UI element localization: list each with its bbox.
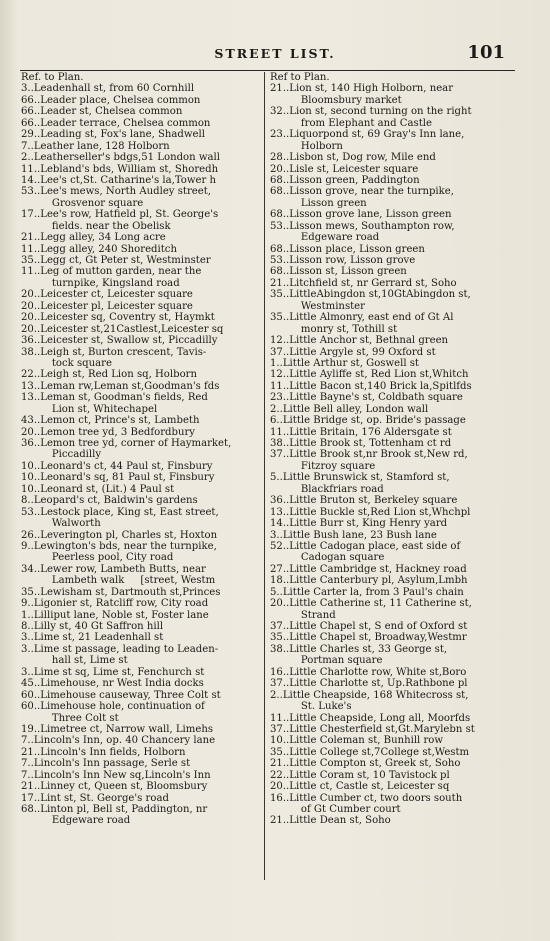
street-entry: 13..Leman st, Goodman's fields, Red <box>21 392 208 404</box>
street-entry: 8..Lilly st, 40 Gt Saffron hill <box>21 621 164 632</box>
street-entry: 9..Ligonier st, Ratcliff row, City road <box>21 598 209 610</box>
street-entry: 68..Lisson grove lane, Lisson green <box>270 209 452 221</box>
street-entry: 3..Little Bush lane, 23 Bush lane <box>270 529 437 541</box>
street-entry: 18..Little Canterbury pl, Asylum,Lmbh <box>270 575 468 587</box>
street-entry: 23..Little Bayne's st, Coldbath square <box>270 392 463 404</box>
street-entry: 12..Little Ayliffe st, Red Lion st,Whitch <box>270 369 469 381</box>
street-entry: 16..Little Charlotte row, White st,Boro <box>270 666 467 678</box>
street-entry: 35..Lewisham st, Dartmouth st,Princes <box>21 586 221 598</box>
running-title: STREET LIST. <box>214 46 336 61</box>
street-entry: 11..Little Britain, 176 Aldersgate st <box>270 426 452 438</box>
street-entry: 22..Little Coram st, 10 Tavistock pl <box>270 769 450 781</box>
street-entry-continuation: fields. near the Obelisk <box>23 220 171 232</box>
street-entry-continuation: Walworth <box>23 518 101 530</box>
street-entry: 2..Leatherseller's bdgs,51 London wall <box>21 152 220 164</box>
street-entry: 68..Lisson green, Paddington <box>270 174 420 186</box>
street-entry: 3..Lime st sq, Lime st, Fenchurch st <box>21 666 205 678</box>
street-entry-continuation: Cadogan square <box>272 552 385 564</box>
street-entry: 7..Lincoln's Inn, op. 40 Chancery lane <box>21 735 216 747</box>
street-entry-continuation: turnpike, Kingsland road <box>23 277 180 289</box>
header-rule <box>20 70 515 71</box>
street-entry: 34..Lewer row, Lambeth Butts, near <box>21 563 206 575</box>
street-entry: 10..Leonard's ct, 44 Paul st, Finsbury <box>21 460 213 472</box>
street-entry: 20..Leicester st,21Castlest,Leicester sq <box>21 323 224 335</box>
left-column <box>21 72 266 827</box>
street-entry: 19..Limetree ct, Narrow wall, Limehs <box>21 723 214 735</box>
street-entry: 27..Little Cambridge st, Hackney road <box>270 563 467 575</box>
street-entry: 2..Little Cheapside, 168 Whitecross st, <box>270 689 469 701</box>
street-entry: 21..Litchfield st, nr Gerrard st, Soho <box>270 277 457 289</box>
street-entry: 20..Lisle st, Leicester square <box>270 163 419 175</box>
street-entry: 53..Lisson row, Lisson grove <box>270 255 416 266</box>
street-entry: 9..Lewington's bds, near the turnpike, <box>21 540 217 552</box>
street-entry: 12..Little Anchor st, Bethnal green <box>270 335 449 347</box>
street-entry: 3..Lime st, 21 Leadenhall st <box>21 632 164 644</box>
street-entry: 37..Little Chapel st, S end of Oxford st <box>270 621 468 632</box>
street-entry: 16..Little Cumber ct, two doors south <box>270 792 463 804</box>
street-entry: 7..Lincoln's Inn passage, Serle st <box>21 758 191 770</box>
street-entry-continuation: Grosvenor square <box>23 197 144 209</box>
street-entry-continuation: Portman square <box>272 655 383 667</box>
ref-heading: Ref to Plan. <box>270 72 330 83</box>
street-entry: 20..Leicester pl, Leicester square <box>21 300 193 312</box>
street-entry: 53..Lestock place, King st, East street, <box>21 506 219 518</box>
street-entry-continuation: Three Colt st <box>23 712 119 724</box>
street-entry: 53..Lisson mews, Southampton row, <box>270 220 455 232</box>
street-entry: 1..Little Arthur st, Goswell st <box>270 357 419 369</box>
street-entry: 37..Little Brook st,nr Brook st,New rd, <box>270 449 468 461</box>
street-entry-continuation: Bloomsbury market <box>272 94 402 106</box>
street-entry: 53..Lee's mews, North Audley street, <box>21 186 211 198</box>
street-entry: 23..Liquorpond st, 69 Gray's Inn lane, <box>270 129 465 141</box>
street-entry-continuation: monry st, Tothill st <box>272 323 398 335</box>
street-entry: 2..Little Bell alley, London wall <box>270 403 429 415</box>
right-column <box>270 72 515 827</box>
street-entry: 6..Little Bridge st, op. Bride's passage <box>270 415 466 427</box>
street-entry: 13..Leman rw,Leman st,Goodman's fds <box>21 380 220 392</box>
street-entry: 60..Limehouse hole, continuation of <box>21 701 205 713</box>
street-entry: 8..Leopard's ct, Baldwin's gardens <box>21 495 198 507</box>
street-entry: 26..Leverington pl, Charles st, Hoxton <box>21 529 218 541</box>
street-entry: 52..Little Cadogan place, east side of <box>270 540 461 552</box>
street-entry: 28..Lisbon st, Dog row, Mile end <box>270 152 436 164</box>
street-entry: 68..Linton pl, Bell st, Paddington, nr <box>21 804 208 815</box>
street-entry-continuation: Fitzroy square <box>272 460 376 472</box>
street-entry: 20..Leicester sq, Coventry st, Haymkt <box>21 312 215 324</box>
street-entry: 66..Leader st, Chelsea common <box>21 106 183 118</box>
street-entry: 38..Leigh st, Burton crescent, Tavis- <box>21 346 207 358</box>
street-entry-continuation: Strand <box>272 609 336 621</box>
street-entry: 21..Linney ct, Queen st, Bloomsbury <box>21 781 208 793</box>
street-entry: 10..Leonard's sq, 81 Paul st, Finsbury <box>21 472 215 484</box>
street-entry: 68..Lisson st, Lisson green <box>270 266 407 278</box>
street-entry-continuation: Westminster <box>272 300 365 312</box>
street-entry-continuation: tock square <box>23 357 112 369</box>
street-entry-continuation: Lambeth walk [street, Westm <box>23 575 216 587</box>
street-entry: 60..Limehouse causeway, Three Colt st <box>21 689 221 701</box>
street-entry-continuation: of Gt Cumber court <box>272 804 401 815</box>
street-entry: 21..Lincoln's Inn fields, Holborn <box>21 746 186 758</box>
street-entry: 38..Little Charles st, 33 George st, <box>270 643 448 655</box>
street-entry: 11..Legg alley, 240 Shoreditch <box>21 243 177 255</box>
street-entry: 11..Lebland's bds, William st, Shoredh <box>21 163 219 175</box>
street-entry: 35..Legg ct, Gt Peter st, Westminster <box>21 255 211 266</box>
street-entry: 37..Little Argyle st, 99 Oxford st <box>270 346 436 358</box>
street-entry-continuation: Lisson green <box>272 197 367 209</box>
street-entry: 20..Lemon tree yd, 3 Bedfordbury <box>21 426 195 438</box>
street-entry: 17..Lint st, St. George's road <box>21 792 169 804</box>
street-entry-continuation: Edgeware road <box>272 232 380 244</box>
street-entry: 10..Little Coleman st, Bunhill row <box>270 735 444 747</box>
street-entry: 45..Limehouse, nr West India docks <box>21 678 204 690</box>
street-entry: 21..Little Dean st, Soho <box>270 815 391 827</box>
street-entry: 66..Leader place, Chelsea common <box>21 94 201 106</box>
street-entry: 68..Lisson grove, near the turnpike, <box>270 186 454 198</box>
entry-list <box>21 83 266 826</box>
street-entry: 14..Lee's ct,St. Catharine's la,Tower h <box>21 174 217 186</box>
street-entry: 5..Little Brunswick st, Stamford st, <box>270 472 450 484</box>
street-entry: 13..Little Buckle st,Red Lion st,Whchpl <box>270 506 471 518</box>
street-entry: 22..Leigh st, Red Lion sq, Holborn <box>21 369 197 381</box>
street-entry: 11..Little Bacon st,140 Brick la,Spitlfds <box>270 380 472 392</box>
page-header <box>0 42 550 66</box>
street-entry: 32..Lion st, second turning on the right <box>270 106 472 118</box>
street-entry: 68..Lisson place, Lisson green <box>270 243 425 255</box>
street-entry: 35..Little Chapel st, Broadway,Westmr <box>270 632 467 644</box>
street-entry: 3..Leadenhall st, from 60 Cornhill <box>21 83 195 95</box>
street-entry: 35..Little Almonry, east end of Gt Al <box>270 312 454 324</box>
street-entry: 20..Leicester ct, Leicester square <box>21 289 193 301</box>
street-entry: 1..Lilliput lane, Noble st, Foster lane <box>21 609 209 621</box>
street-entry-continuation: hall st, Lime st <box>23 655 128 667</box>
street-entry: 20..Little Catherine st, 11 Catherine st, <box>270 598 472 610</box>
street-entry: 14..Little Burr st, King Henry yard <box>270 518 448 530</box>
street-entry: 66..Leader terrace, Chelsea common <box>21 117 211 129</box>
street-entry: 20..Little ct, Castle st, Leicester sq <box>270 781 450 793</box>
street-entry-continuation: Holborn <box>272 140 343 152</box>
street-entry-continuation: Piccadilly <box>23 449 102 461</box>
page-number: 101 <box>467 42 505 63</box>
street-entry-continuation: Lion st, Whitechapel <box>23 403 158 415</box>
ref-heading: Ref. to Plan. <box>21 72 84 83</box>
street-entry: 37..Little Charlotte st, Up.Rathbone pl <box>270 678 468 690</box>
street-entry: 5..Little Carter la, from 3 Paul's chain <box>270 586 464 598</box>
street-entry: 17..Lee's row, Hatfield pl, St. George's <box>21 209 219 221</box>
street-entry: 36..Lemon tree yd, corner of Haymarket, <box>21 438 232 449</box>
street-entry: 36..Little Bruton st, Berkeley square <box>270 495 458 507</box>
street-entry-continuation: St. Luke's <box>272 701 352 713</box>
street-entry: 21..Lion st, 140 High Holborn, near <box>270 83 454 95</box>
street-entry: 29..Leading st, Fox's lane, Shadwell <box>21 129 205 141</box>
street-entry: 37..Little Chesterfield st,Gt.Marylebn st <box>270 723 475 735</box>
street-entry: 21..Little Compton st, Greek st, Soho <box>270 758 461 770</box>
street-entry-continuation: Blackfriars road <box>272 483 384 495</box>
street-entry: 36..Leicester st, Swallow st, Piccadilly <box>21 335 218 347</box>
street-entry: 35..Little College st,7College st,Westm <box>270 746 470 758</box>
street-entry: 11..Little Cheapside, Long all, Moorfds <box>270 712 471 724</box>
street-entry: 10..Leonard st, (Lit.) 4 Paul st <box>21 483 175 495</box>
street-entry-continuation: Edgeware road <box>23 815 131 827</box>
street-entry: 35..LittleAbingdon st,10GtAbingdon st, <box>270 289 471 301</box>
street-entry: 3..Lime st passage, leading to Leaden- <box>21 643 219 655</box>
street-entry: 43..Lemon ct, Prince's st, Lambeth <box>21 415 200 427</box>
street-entry: 38..Little Brook st, Tottenham ct rd <box>270 438 452 449</box>
street-entry: 11..Leg of mutton garden, near the <box>21 266 202 278</box>
entry-list <box>270 83 515 826</box>
street-entry-continuation: from Elephant and Castle <box>272 117 432 129</box>
street-entry: 7..Leather lane, 128 Holborn <box>21 140 170 152</box>
street-entry: 21..Legg alley, 34 Long acre <box>21 232 166 244</box>
street-entry: 7..Lincoln's Inn New sq,Lincoln's Inn <box>21 769 211 781</box>
street-entry-continuation: Peerless pool, City road <box>23 552 174 564</box>
